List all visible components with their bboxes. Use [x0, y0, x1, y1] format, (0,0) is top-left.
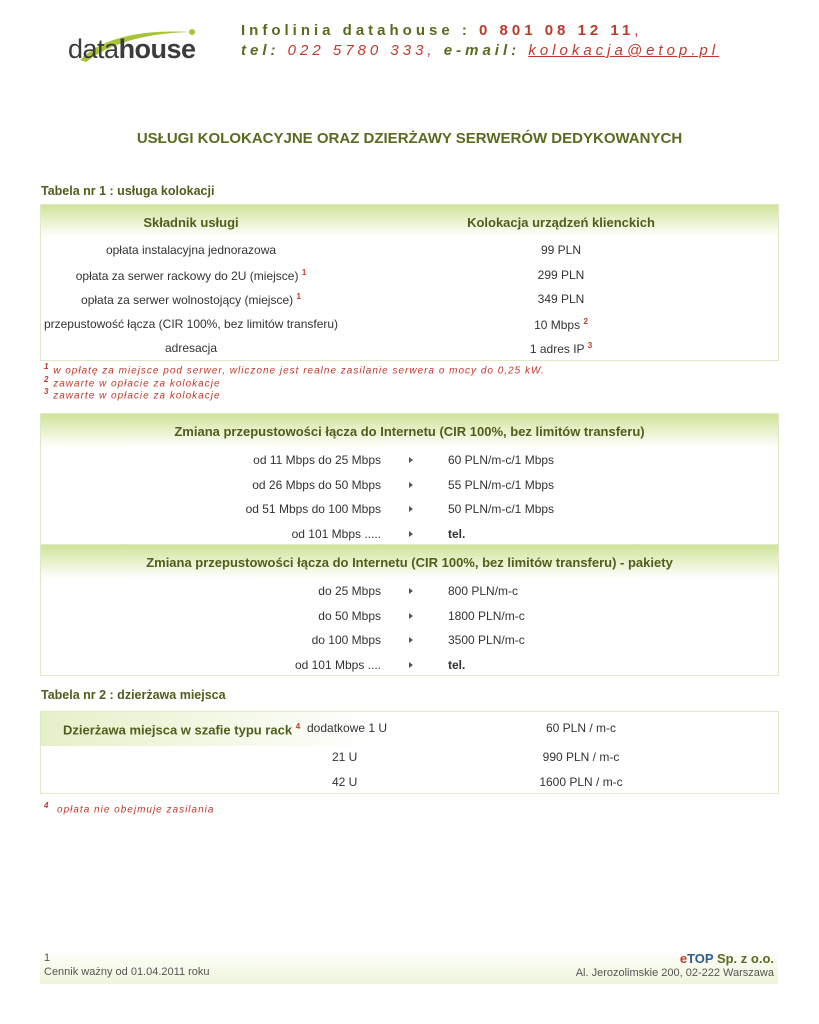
- arrow-right-icon: [409, 531, 413, 537]
- logo-text-data: data: [68, 34, 119, 64]
- table2-row-size: dodatkowe 1 U: [307, 721, 388, 735]
- table2-row-price: 990 PLN / m-c: [542, 750, 620, 764]
- arrow-right-icon: [409, 662, 413, 668]
- table1-footnote: $^1$ w opłatę za miejsce pod serwer, wliczone jest realne zasilanie serwera o mocy do 0,25 kW.: [44, 362, 545, 377]
- bandwidth-table: [40, 413, 779, 546]
- bandwidth-heading: Zmiana przepustowości łącza do Internetu (CIR 100%, bez limitów transferu): [174, 424, 645, 439]
- table1-row-value: 1 adres IP $^3$: [529, 341, 593, 356]
- bandwidth-row-price: 60 PLN/m-c/1 Mbps: [448, 453, 555, 467]
- mail-label: e-mail:: [443, 42, 521, 59]
- table1-col2-header: Kolokacja urządzeń klienckich: [467, 215, 655, 230]
- valid-date: Cennik ważny od 01.04.2011 roku: [44, 966, 210, 978]
- arrow-right-icon: [409, 482, 413, 488]
- packages-row-range: do 25 Mbps: [318, 584, 381, 598]
- packages-table: [40, 544, 779, 676]
- table2-heading: Dzierżawa miejsca w szafie typu rack $^4$: [63, 722, 301, 738]
- bandwidth-row-range: od 26 Mbps do 50 Mbps: [252, 477, 381, 492]
- table2-row-price: 60 PLN / m-c: [545, 721, 617, 735]
- table2: [40, 711, 779, 794]
- bandwidth-row-range: od 51 Mbps do 100 Mbps: [245, 502, 381, 516]
- packages-row-price: tel.: [448, 657, 466, 672]
- company-address: Al. Jerozolimskie 200, 02-222 Warszawa: [575, 967, 774, 979]
- packages-row-range: do 50 Mbps: [318, 608, 381, 623]
- table1-row-name: opłata za serwer wolnostojący (miejsce) $^1$: [81, 292, 301, 307]
- arrow-right-icon: [409, 457, 413, 463]
- packages-row-price: 3500 PLN/m-c: [448, 633, 525, 647]
- table1-row-name: opłata instalacyjna jednorazowa: [105, 243, 277, 257]
- bandwidth-row-price: tel.: [448, 526, 466, 541]
- bandwidth-row-price: 50 PLN/m-c/1 Mbps: [448, 502, 555, 516]
- bandwidth-row-price: 55 PLN/m-c/1 Mbps: [448, 477, 555, 492]
- infolinia-tail: ,: [634, 22, 643, 39]
- arrow-right-icon: [409, 613, 413, 619]
- table1-row-name: przepustowość łącza (CIR 100%, bez limitów transferu): [43, 316, 339, 331]
- packages-row-range: do 100 Mbps: [311, 633, 381, 647]
- table1: [40, 204, 779, 361]
- company-name: eTOP Sp. z o.o.: [679, 951, 774, 966]
- arrow-right-icon: [409, 506, 413, 512]
- packages-row-price: 1800 PLN/m-c: [448, 608, 525, 623]
- table1-row-value: 349 PLN: [537, 292, 585, 306]
- page-number: 1: [44, 952, 51, 964]
- infolinia-line: [241, 22, 642, 39]
- table1-row-value: 10 Mbps $^2$: [534, 316, 588, 332]
- table1-row-value: 299 PLN: [537, 267, 585, 282]
- table2-row-size: 42 U: [332, 775, 358, 789]
- bandwidth-row-range: od 11 Mbps do 25 Mbps: [253, 453, 381, 467]
- table2-label: Tabela nr 2 : dzierżawa miejsca: [41, 688, 226, 702]
- tel-label: tel:: [241, 42, 280, 59]
- bandwidth-row-range: od 101 Mbps .....: [291, 526, 381, 541]
- table2-row-size: 21 U: [332, 750, 358, 764]
- table1-row-name: opłata za serwer rackowy do 2U (miejsce) $^1$: [75, 267, 307, 283]
- logo-text-house: house: [118, 34, 196, 64]
- page-title: USŁUGI KOLOKACYJNE ORAZ DZIERŻAWY SERWERÓW DEDYKOWANYCH: [136, 130, 683, 147]
- arrow-right-icon: [409, 637, 413, 643]
- table2-note: $^4$ opłata nie obejmuje zasilania: [44, 801, 215, 816]
- table1-row-value: 99 PLN: [540, 243, 582, 257]
- table1-footnote: $^2$ zawarte w opłacie za kolokacje: [44, 374, 221, 389]
- infolinia-label: Infolinia datahouse :: [241, 22, 480, 39]
- mail-link[interactable]: kolokacja@etop.pl: [528, 42, 720, 59]
- datahouse-logo: [62, 26, 202, 70]
- packages-row-price: 800 PLN/m-c: [448, 584, 519, 598]
- table1-row-name: adresacja: [164, 341, 218, 355]
- table1-label: Tabela nr 1 : usługa kolokacji: [41, 184, 215, 198]
- contact-line: [241, 42, 719, 59]
- table2-row-price: 1600 PLN / m-c: [539, 775, 623, 789]
- packages-heading: Zmiana przepustowości łącza do Internetu (CIR 100%, bez limitów transferu) - pakiety: [146, 555, 673, 570]
- infolinia-number: 0 801 08 12 11: [479, 22, 635, 39]
- table1-footnote: $^3$ zawarte w opłacie za kolokacje: [44, 387, 221, 402]
- arrow-right-icon: [409, 588, 413, 594]
- packages-row-range: od 101 Mbps ....: [294, 657, 381, 672]
- tel-value: 022 5780 333,: [287, 42, 436, 59]
- table1-col1-header: Składnik usługi: [143, 215, 239, 230]
